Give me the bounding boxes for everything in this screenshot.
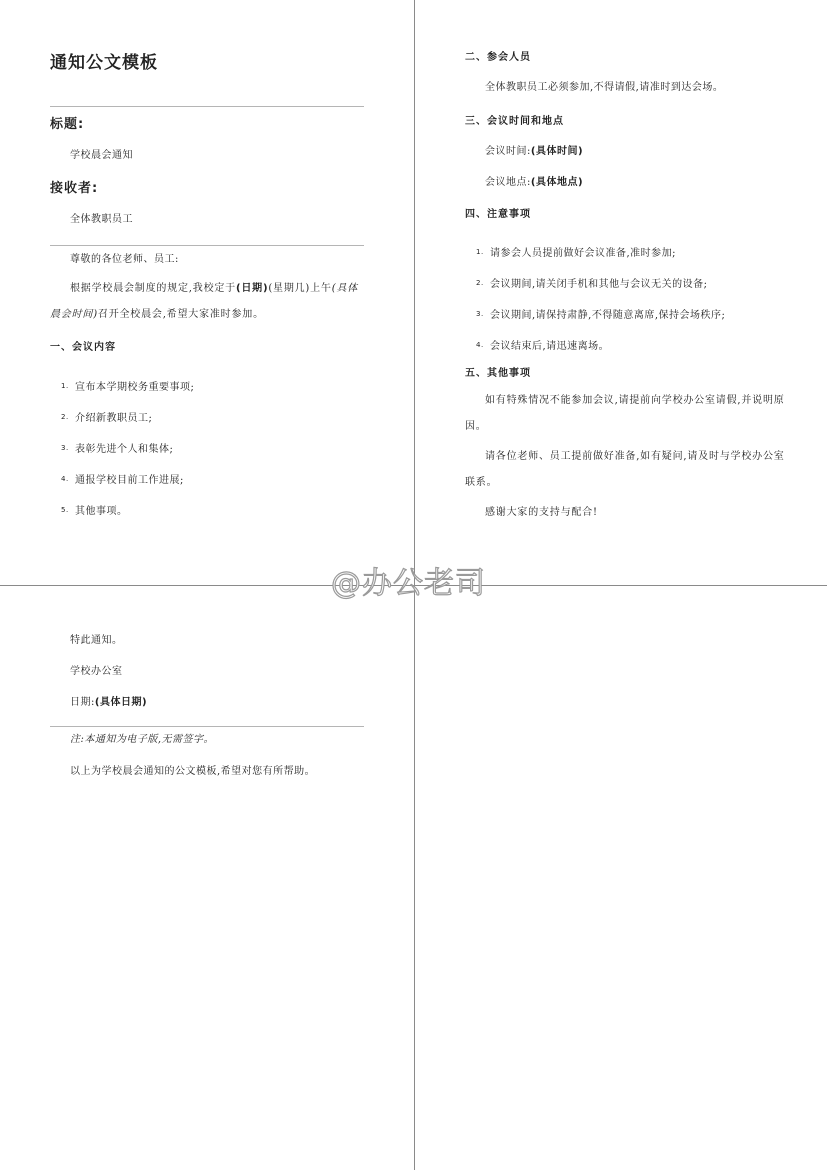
- list-item: 2. 会议期间,请关闭手机和其他与会议无关的设备;: [476, 278, 708, 290]
- list-item: 1. 宣布本学期校务重要事项;: [61, 381, 195, 393]
- sender: 学校办公室: [70, 666, 123, 677]
- date-placeholder: (日期): [235, 283, 269, 294]
- list-item: 2. 介绍新教职员工;: [61, 412, 153, 424]
- list-item: 3. 表彰先进个人和集体;: [61, 443, 174, 455]
- page-top-right: [465, 48, 785, 526]
- intro-paragraph: 根据学校晨会制度的规定,我校定于(日期)(星期几)上午(具体晨会时间)召开全校晨会,希望大家准时参加。: [50, 283, 359, 320]
- meeting-time-value: (具体时间): [530, 146, 584, 157]
- list-item: 4. 会议结束后,请迅速离场。: [476, 340, 610, 352]
- list-item: 5. 其他事项。: [61, 505, 128, 517]
- meeting-place: 会议地点:(具体地点): [485, 177, 584, 188]
- meeting-time: 会议时间:(具体时间): [485, 146, 584, 157]
- electronic-note: 注:本通知为电子版,无需签字。: [70, 734, 215, 745]
- watermark: @办公老司: [331, 566, 486, 601]
- footer-rule: [50, 726, 364, 727]
- section-1-title: 一、会议内容: [50, 342, 116, 353]
- header-rule: [50, 245, 364, 246]
- section-4-title: 四、注意事项: [465, 209, 531, 220]
- page-bottom-left: [50, 632, 364, 780]
- meeting-place-value: (具体地点): [530, 177, 584, 188]
- greeting: 尊敬的各位老师、员工:: [70, 254, 179, 265]
- title-value: 学校晨会通知: [70, 150, 133, 161]
- date-line: 日期:(具体日期): [70, 697, 148, 708]
- closing-text: 特此通知。: [70, 635, 123, 646]
- thanks-text: 感谢大家的支持与配合!: [485, 507, 598, 518]
- footer-text: 以上为学校晨会通知的公文模板,希望对您有所帮助。: [70, 766, 316, 777]
- section-3-title: 三、会议时间和地点: [465, 116, 564, 127]
- list-item: 1. 请参会人员提前做好会议准备,准时参加;: [476, 247, 677, 259]
- recipient-label: 接收者:: [50, 181, 99, 196]
- page-top-left: [50, 48, 364, 525]
- section-2-title: 二、参会人员: [465, 52, 531, 63]
- title-label: 标题:: [50, 117, 85, 132]
- section-5-paragraph-2: 请各位老师、员工提前做好准备,如有疑问,请及时与学校办公室联系。: [465, 451, 785, 488]
- time-placeholder: (具体晨会时间): [50, 283, 359, 320]
- recipient-value: 全体教职员工: [70, 214, 133, 225]
- section-5-paragraph-1: 如有特殊情况不能参加会议,请提前向学校办公室请假,并说明原因。: [465, 395, 785, 432]
- date-value: (具体日期): [94, 697, 148, 708]
- list-item: 3. 会议期间,请保持肃静,不得随意离席,保持会场秩序;: [476, 309, 726, 321]
- document-title: 通知公文模板: [50, 53, 158, 73]
- section-2-text: 全体教职员工必须参加,不得请假,请准时到达会场。: [485, 82, 724, 93]
- list-item: 4. 通报学校目前工作进展;: [61, 474, 184, 486]
- title-rule: [50, 106, 364, 107]
- section-5-title: 五、其他事项: [465, 368, 531, 379]
